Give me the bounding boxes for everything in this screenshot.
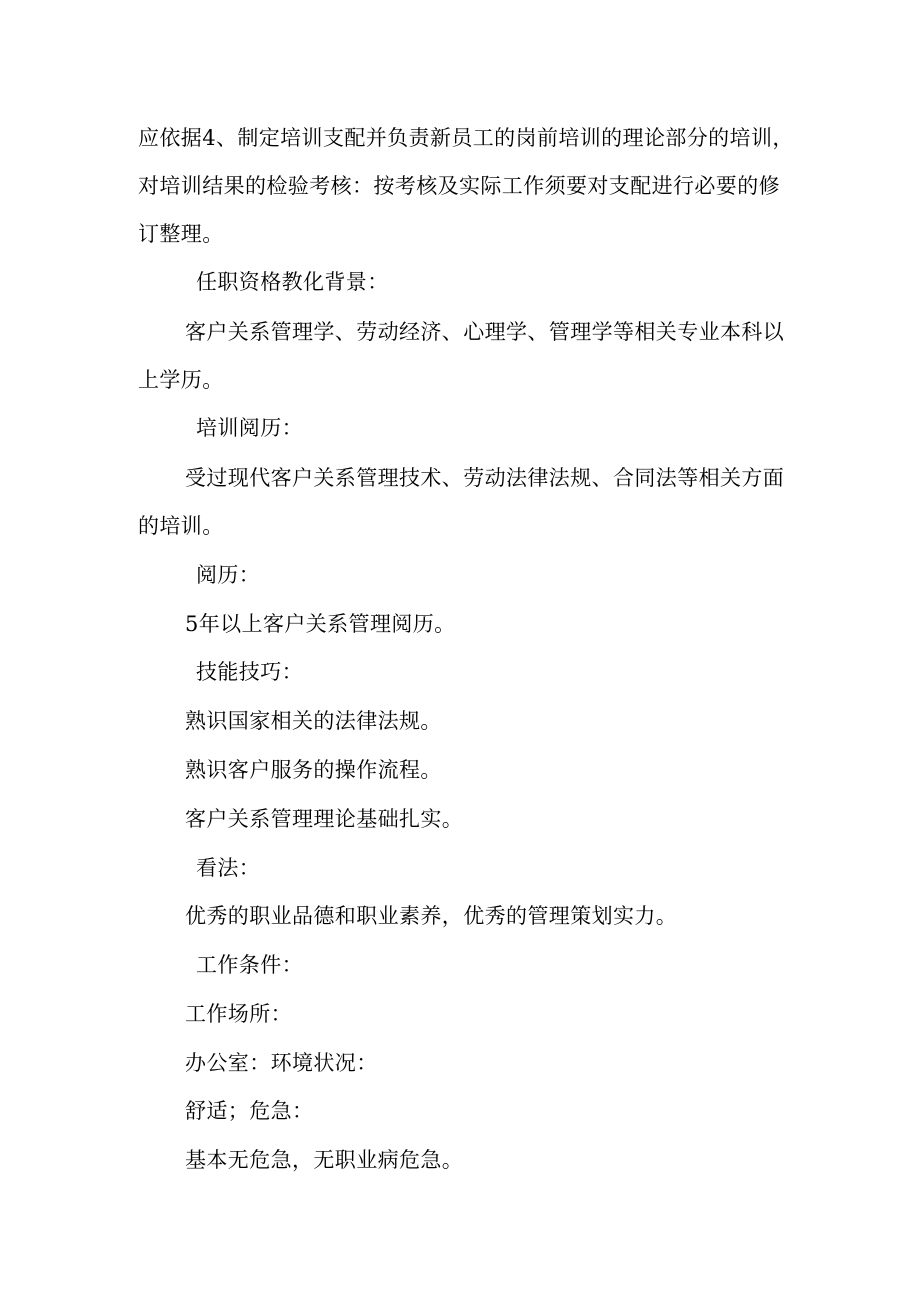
body-text-line: 熟识客户服务的操作流程。 [185,758,442,782]
body-text-line: 熟识国家相关的法律法规。 [185,709,442,733]
section-heading: 阅历： [196,563,261,587]
body-text-line: 受过现代客户关系管理技术、劳动法律法规、合同法等相关方面 [185,466,785,490]
section-heading: 工作条件： [196,953,303,977]
body-text-line: 对培训结果的检验考核：按考核及实际工作须要对支配进行必要的修 [138,174,780,198]
body-text-line: 舒适；危急： [185,1099,314,1123]
body-text-line: 优秀的职业品德和职业素养，优秀的管理策划实力。 [185,904,678,928]
section-heading: 任职资格教化背景： [196,270,389,294]
body-text-line: 基本无危急，无职业病危急。 [185,1148,464,1172]
body-text-line: 办公室：环境状况： [185,1051,378,1075]
section-heading: 培训阅历： [196,416,303,440]
body-text-line: 订整理。 [138,222,224,246]
body-text-line: 客户关系管理学、劳动经济、心理学、管理学等相关专业本科以 [185,320,785,344]
section-heading: 看法： [196,856,261,880]
body-text-line: 的培训。 [138,514,224,538]
body-text-line: 工作场所： [185,1002,292,1026]
body-text-line: 5年以上客户关系管理阅历。 [185,612,456,636]
body-text-line: 上学历。 [138,368,224,392]
body-text-line: 客户关系管理理论基础扎实。 [185,807,464,831]
body-text-line: 应依据4、制定培训支配并负责新员工的岗前培训的理论部分的培训， [138,126,794,150]
section-heading: 技能技巧： [196,660,303,684]
